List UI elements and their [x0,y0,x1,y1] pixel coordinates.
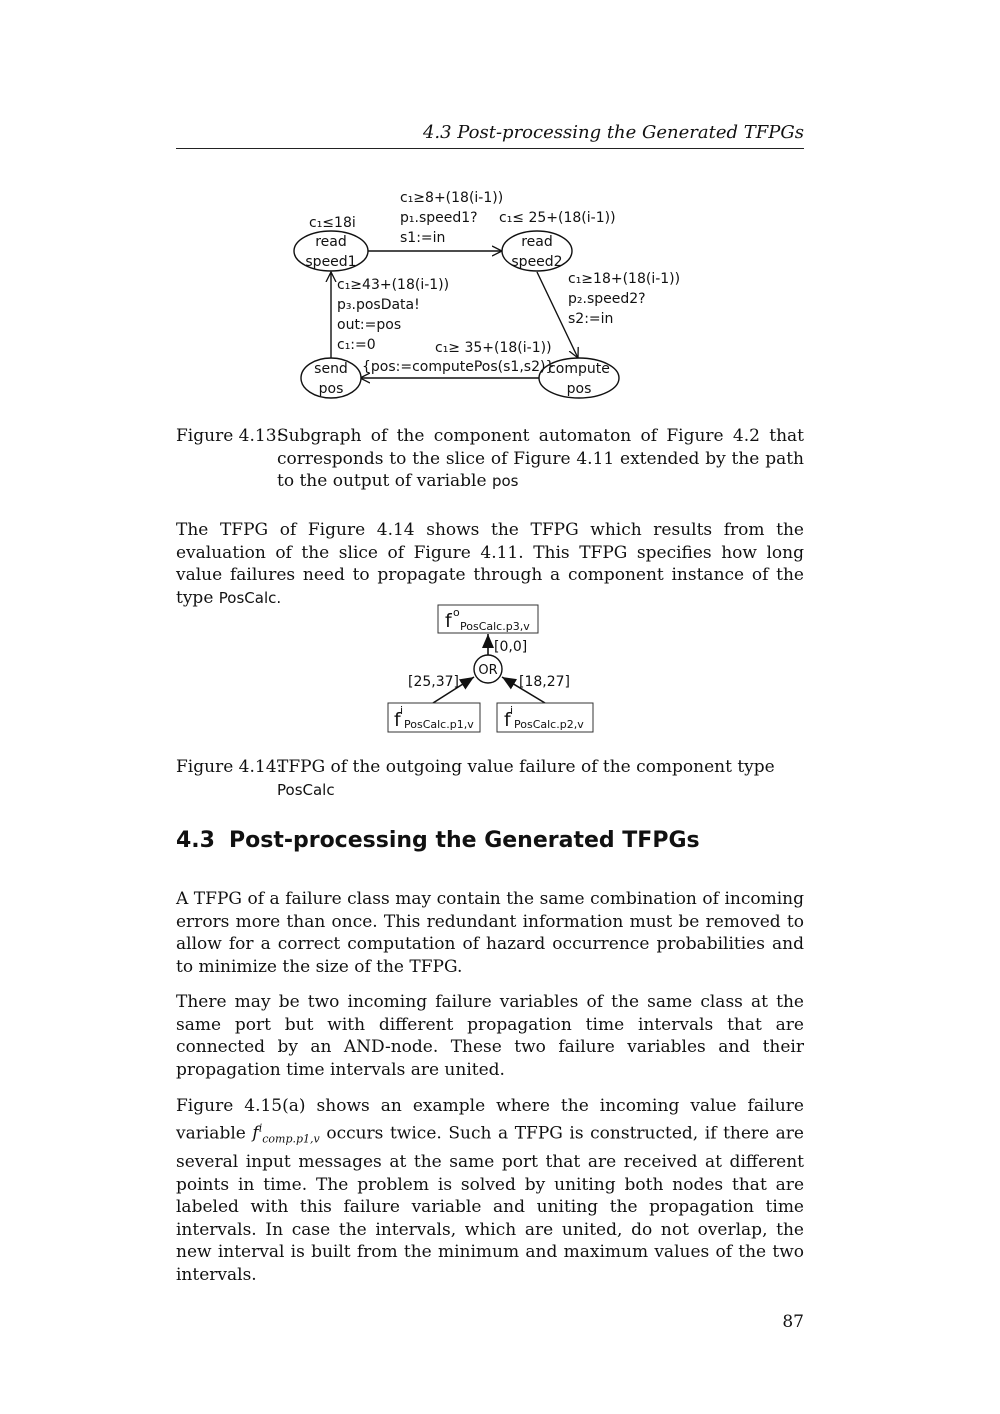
state-label-line1: read [315,234,347,250]
sync-t1: p₁.speed1? [400,210,478,226]
figure-4-13-automaton [0,0,1000,420]
interval-right: [18,27] [519,674,571,690]
sync-t4: p₃.posData! [337,297,420,313]
section-number: 4.3 [176,828,215,853]
state-read-speed1 [294,231,368,271]
section-title: Post-processing the Generated TFPGs [228,828,700,853]
section-heading [176,828,700,853]
state-label-line2: speed2 [511,254,563,270]
figure-4-13-caption [176,425,804,493]
invariant-read-speed2: c₁≤ 25+(18(i-1)) [499,210,616,226]
caption-text: Subgraph of the component automaton of Figure 4.2 that corresponds to the slice of Figure 4.11 extended by the path to the output of variable [277,426,804,491]
node-superscript: i [400,704,404,717]
guard-t2: c₁≥18+(18(i-1)) [568,271,681,287]
node-symbol: f [445,610,452,632]
state-label-line2: pos [318,381,344,397]
guard-t4: c₁≥43+(18(i-1)) [337,277,450,293]
interval-top: [0,0] [494,639,528,655]
update-t3: {pos:=computePos(s1,s2)} [362,359,555,375]
node-symbol: f [504,709,511,731]
node-subscript: PosCalc.p2,v [514,718,584,731]
failure-node-output [438,605,538,633]
node-superscript: i [510,704,514,717]
state-send-pos [301,358,361,398]
state-label-line2: speed1 [305,254,357,270]
guard-t3: c₁≥ 35+(18(i-1)) [435,340,552,356]
math-base: f [252,1123,259,1144]
or-node [474,655,502,683]
node-subscript: PosCalc.p1,v [404,718,474,731]
math-failure-variable [252,1121,320,1146]
caption-label: Figure 4.14: [176,757,283,777]
caption-code: pos [491,472,519,490]
update-t1: s1:=in [400,230,446,246]
page-number: 87 [782,1312,804,1332]
state-label-line1: send [314,361,348,377]
guard-t1: c₁≥8+(18(i-1)) [400,190,504,206]
figure-4-14-tfpg [0,590,1000,750]
node-symbol: f [394,709,401,731]
invariant-read-speed1: c₁≤18i [309,215,356,231]
state-label-line2: pos [566,381,592,397]
node-subscript: PosCalc.p3,v [460,620,530,633]
failure-node-input-p1 [388,703,480,732]
paragraph-example [176,1095,804,1286]
state-label-line1: compute [548,361,610,377]
interval-left: [25,37] [408,674,460,690]
paragraph-code: PosCalc. [218,588,282,607]
caption-code: PosCalc [277,780,335,799]
running-header: 4.3 Post-processing the Generated TFPGs [176,120,804,149]
node-superscript: o [453,606,460,619]
caption-text: TFPG of the outgoing value failure of the component type [277,757,775,777]
failure-node-input-p2 [497,703,593,732]
math-subscript: comp.p1,v [262,1132,320,1146]
update-t4-clock: c₁:=0 [337,337,376,353]
paragraph-text-pre: Figure 4.15(a) shows an example where the incoming value failure variable [176,1096,804,1144]
figure-4-14-caption [176,756,804,801]
math-superscript: i [258,1121,263,1135]
paragraph-text: The TFPG of Figure 4.14 shows the TFPG which results from the evaluation of the slice of Figure 4.11. This TFPG specifies how long value failures need to propagate through a component instance of the type [176,520,804,608]
or-label: OR [478,663,498,678]
caption-label: Figure 4.13: [176,426,283,446]
sync-t2: p₂.speed2? [568,291,646,307]
paragraph-and-node: There may be two incoming failure variables of the same class at the same port but with different propagation time intervals that are connected by an AND-node. These two failure variables and their propagation time intervals are united. [176,992,804,1080]
update-t4-out: out:=pos [337,317,402,333]
paragraph-text-post: occurs twice. Such a TFPG is constructed, if there are several input messages at the same port that are received at different points in time. The problem is solved by uniting both nodes that are labeled with this failure variable and uniting the propagation time intervals. In case the intervals, which are united, do not overlap, the new interval is built from the minimum and maximum values of the two intervals. [176,1123,804,1285]
state-label-line1: read [521,234,553,250]
state-read-speed2 [502,231,572,271]
update-t2: s2:=in [568,311,614,327]
paragraph-redundancy: A TFPG of a failure class may contain the same combination of incoming errors more than once. This redundant information must be removed to allow for a correct computation of hazard occurrence probabilities and to minimize the size of the TFPG. [176,889,804,977]
